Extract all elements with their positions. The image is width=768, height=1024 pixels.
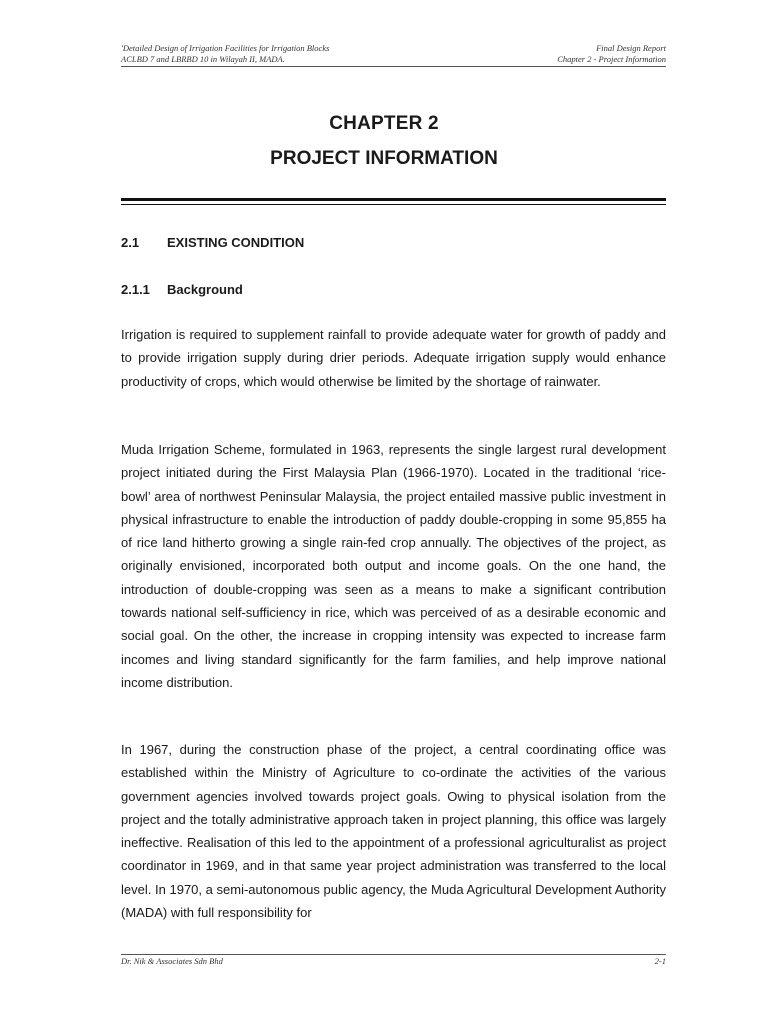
- footer-company: Dr. Nik & Associates Sdn Bhd: [121, 956, 223, 966]
- section-title: EXISTING CONDITION: [167, 235, 305, 250]
- page-number: 2-1: [654, 956, 666, 966]
- footer-divider: [121, 954, 666, 955]
- title-rule-thick: [121, 198, 666, 201]
- header-chapter-ref: Chapter 2 - Project Information: [557, 54, 666, 64]
- paragraph: Muda Irrigation Scheme, formulated in 1963, represents the single largest rural development project initiated during the First Malaysia Plan (1966-1970). Located in the traditional ‘rice-bowl’ area of northwest Peninsular Malaysia, the project entailed massive public investment in physical infrastructure to enable the introduction of paddy double-cropping in some 95,855 ha of rice land hitherto growing a single rain-fed crop annually. The objectives of the project, as originally envisioned, incorporated both output and income goals. On the one hand, the introduction of double-cropping was seen as a means to make a significant contribution towards national self-sufficiency in rice, which was perceived of as a desirable economic and social goal. On the other, the increase in cropping intensity was expected to increase farm incomes and living standard significantly for the farm families, and help improve national income distribution.: [121, 442, 666, 690]
- paragraph: Irrigation is required to supplement rainfall to provide adequate water for growth of paddy and to provide irrigation supply during drier periods. Adequate irrigation supply would enhance productivity of crops, which would otherwise be limited by the shortage of rainwater.: [121, 327, 666, 389]
- header-project-title-line1: 'Detailed Design of Irrigation Facilities for Irrigation Blocks: [121, 43, 330, 53]
- subsection-title: Background: [167, 282, 243, 297]
- header-project-title-line2: ACLBD 7 and LBRBD 10 in Wilayah II, MADA.: [121, 54, 285, 64]
- chapter-title: PROJECT INFORMATION: [270, 148, 498, 169]
- chapter-number: CHAPTER 2: [329, 113, 439, 134]
- header-report-type: Final Design Report: [596, 43, 666, 53]
- paragraph: In 1967, during the construction phase of the project, a central coordinating office was established within the Ministry of Agriculture to co-ordinate the activities of the various government agencies involved towards project goals. Owing to physical isolation from the project and the totally administrative approach taken in project planning, this office was largely ineffective. Realisation of this led to the appointment of a professional agriculturalist as project coordinator in 1969, and in that same year project administration was transferred to the local level. In 1970, a semi-autonomous public agency, the Muda Agricultural Development Authority (MADA) with full responsibility for: [121, 742, 666, 921]
- subsection-number: 2.1.1: [121, 282, 150, 297]
- title-rule-thin: [121, 204, 666, 205]
- section-number: 2.1: [121, 235, 140, 250]
- header-divider: [121, 66, 666, 67]
